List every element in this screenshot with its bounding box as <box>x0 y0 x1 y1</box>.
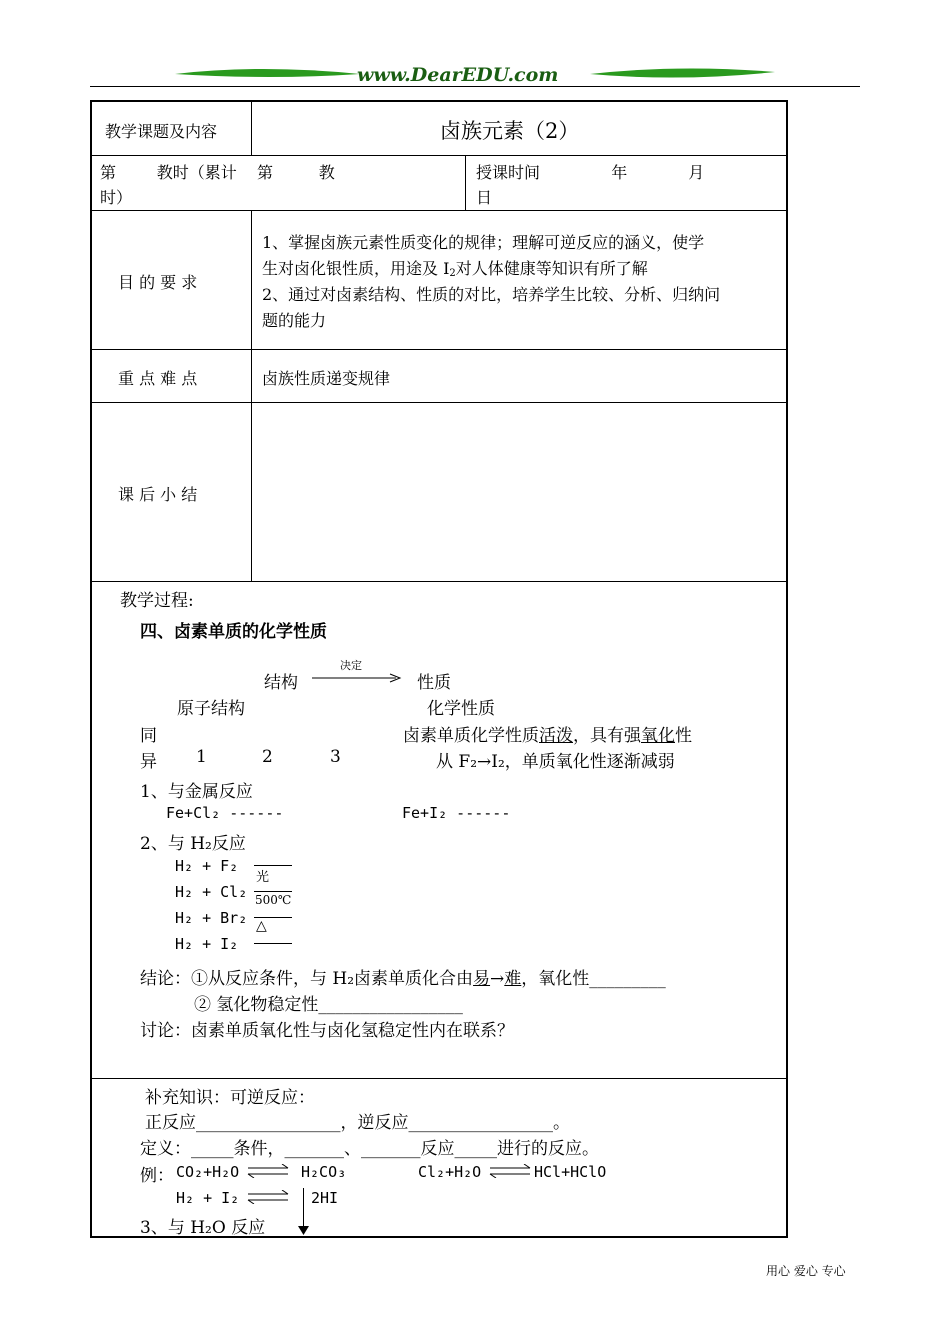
goals-line: 1、掌握卤族元素性质变化的规律；理解可逆反应的涵义，使学 <box>262 233 705 252</box>
h2-i2-row: H₂ + I₂ <box>175 935 239 953</box>
goals-line: 生对卤化银性质，用途及 $I_2$对人体健康等知识有所了解 <box>262 259 648 279</box>
example-1-left: CO₂+H₂O <box>176 1163 240 1181</box>
temp-condition: 500℃ <box>255 893 292 907</box>
class-time-day: 日 <box>476 188 493 207</box>
property-label: 性质 <box>417 673 451 693</box>
chem-property: 化学性质 <box>427 699 495 719</box>
same-label: 同 <box>140 726 157 746</box>
conclusion-1: 结论：①从反应条件，与 H₂卤素单质化合由易→难，氧化性_________ <box>140 969 666 989</box>
footer-motto: 用心 爱心 专心 <box>766 1264 846 1278</box>
goals-line: 2、通过对卤素结构、性质的对比，培养学生比较、分析、归纳问 <box>262 285 721 304</box>
class-time-label: 授课时间 年 月 <box>476 163 705 182</box>
same-description: 卤素单质化学性质活泼，具有强氧化性 <box>403 726 692 746</box>
diff-description: 从 F₂→I₂，单质氧化性逐渐减弱 <box>436 752 675 772</box>
topic-label: 教学课题及内容 <box>105 122 218 141</box>
discussion: 讨论：卤素单质氧化性与卤化氢稳定性内在联系？ <box>140 1021 514 1041</box>
site-name[interactable]: www.DearEDU.com <box>357 64 559 86</box>
diff-label: 异 <box>140 752 157 772</box>
decides-arrow-icon <box>312 672 402 684</box>
diff-item: 3 <box>330 747 341 767</box>
h2-cl2-row: H₂ + Cl₂ <box>175 883 248 901</box>
period-label-cont: 时） <box>100 188 133 207</box>
water-reaction-title: 3、与 H₂O 反应 <box>140 1218 266 1238</box>
decides-label: 决定 <box>340 659 362 672</box>
reversible-arrow-icon <box>488 1164 532 1178</box>
h2-br2-row: H₂ + Br₂ <box>175 909 248 927</box>
reversible-arrow-icon <box>246 1164 290 1178</box>
summary-label: 课 后 小 结 <box>118 485 198 504</box>
fe-cl2-reaction: Fe+Cl₂ ------ <box>166 804 284 822</box>
key-points-label: 重 点 难 点 <box>118 369 198 388</box>
reaction-line <box>254 891 292 892</box>
goals-label: 目 的 要 求 <box>118 273 198 292</box>
period-label: 第 教时（累计 第 教 <box>100 163 335 182</box>
supplement-title: 补充知识：可逆反应： <box>145 1088 315 1108</box>
heat-condition: △ <box>256 918 267 934</box>
diff-item: 2 <box>262 747 273 767</box>
reversible-arrow-icon <box>246 1190 290 1204</box>
down-arrow-icon <box>298 1226 309 1236</box>
key-points-content: 卤族性质递变规律 <box>262 369 391 388</box>
process-title: 教学过程: <box>120 591 194 611</box>
reaction-line <box>254 943 292 944</box>
example-3-left: H₂ + I₂ <box>176 1189 240 1207</box>
example-3-right: 2HI <box>311 1189 339 1207</box>
example-2-left: Cl₂+H₂O <box>418 1163 482 1181</box>
goals-line: 题的能力 <box>262 311 327 330</box>
forward-reverse: 正反应_________________，逆反应_________________。 <box>145 1113 570 1133</box>
example-1-right: H₂CO₃ <box>301 1163 347 1181</box>
section-4-title: 四、卤素单质的化学性质 <box>140 622 327 642</box>
h2-f2-row: H₂ + F₂ <box>175 857 239 875</box>
definition: 定义：_____条件，_______、_______反应_____进行的反应。 <box>140 1139 599 1159</box>
diff-item: 1 <box>196 747 207 767</box>
light-condition: 光 <box>256 870 270 885</box>
example-label: 例： <box>140 1166 174 1186</box>
h2-reaction-title: 2、与 H₂反应 <box>140 834 246 854</box>
structure-label: 结构 <box>264 673 298 693</box>
metal-reaction-title: 1、与金属反应 <box>140 782 253 802</box>
atomic-structure: 原子结构 <box>177 699 245 719</box>
conclusion-2: ② 氢化物稳定性_________________ <box>194 995 463 1015</box>
fe-i2-reaction: Fe+I₂ ------ <box>402 804 511 822</box>
example-2-right: HCl+HClO <box>534 1163 607 1181</box>
lesson-title: 卤族元素（2） <box>440 119 580 143</box>
